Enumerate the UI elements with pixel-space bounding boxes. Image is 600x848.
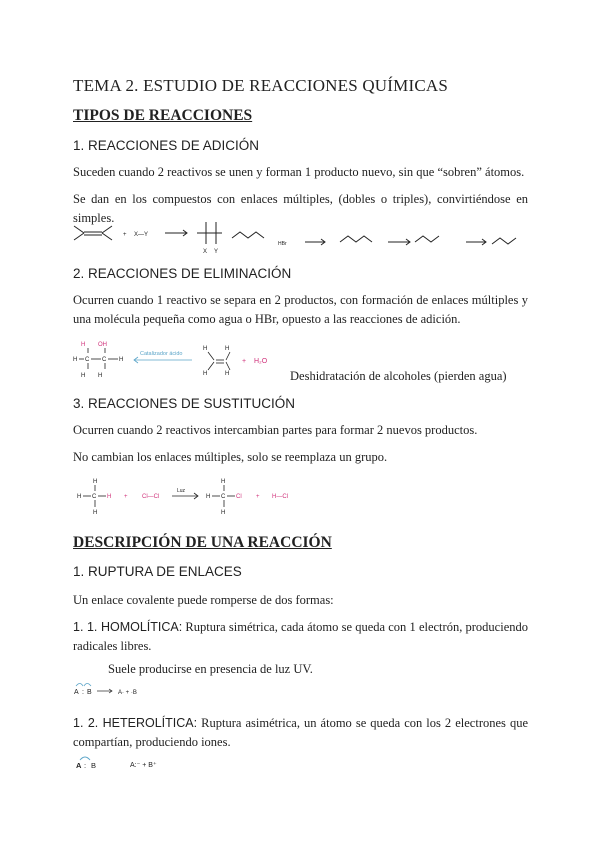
paragraph-sustitucion-1: Ocurren cuando 2 reactivos intercambian partes para formar 2 nuevos productos. xyxy=(73,423,478,437)
svg-text:H: H xyxy=(221,479,226,485)
elimination-caption: Deshidratación de alcoholes (pierden agua) xyxy=(290,369,507,383)
subheading-eliminacion: 2. REACCIONES DE ELIMINACIÓN xyxy=(73,266,292,281)
svg-text:C: C xyxy=(92,494,97,500)
svg-text::: : xyxy=(84,761,87,770)
heterolytic-products: A:⁻ + B⁺ xyxy=(130,762,157,769)
hbr-label: HBr xyxy=(278,241,287,247)
light-label: Luz xyxy=(177,488,186,494)
paragraph-eliminacion: Ocurren cuando 1 reactivo se separa en 2 productos, con formación de enlaces múltiples y una molécula pequeña como agua o HBr, opuesto a las reacciones de adición. xyxy=(73,293,528,326)
svg-text:H: H xyxy=(81,342,86,348)
svg-text::: : xyxy=(82,689,84,696)
homolitica-label: 1. 1. HOMOLÍTICA: xyxy=(73,620,183,634)
section-heading-tipos: TIPOS DE REACCIONES xyxy=(73,107,253,124)
svg-text:H: H xyxy=(107,494,112,500)
reagent-xy: X—Y xyxy=(134,232,149,238)
svg-text:H: H xyxy=(77,494,82,500)
svg-text:Cl—Cl: Cl—Cl xyxy=(142,494,160,500)
plus-sign: + xyxy=(123,232,127,238)
homolytic-equation-figure xyxy=(72,680,162,700)
svg-text:H: H xyxy=(93,479,98,485)
paragraph-heterolitica xyxy=(73,714,528,752)
svg-text:A: A xyxy=(74,689,79,696)
svg-text:H—Cl: H—Cl xyxy=(272,494,288,500)
svg-text:H: H xyxy=(225,371,230,377)
svg-text:H: H xyxy=(203,371,208,377)
svg-text:H: H xyxy=(81,373,86,379)
svg-text:H: H xyxy=(203,346,208,352)
svg-text:H: H xyxy=(225,346,230,352)
addition-reaction-figure xyxy=(70,212,530,257)
svg-text:C: C xyxy=(85,357,90,363)
paragraph-homolitica xyxy=(73,618,528,656)
svg-text:C: C xyxy=(102,357,107,363)
svg-text:B: B xyxy=(91,761,97,770)
svg-text:Cl: Cl xyxy=(236,494,242,500)
elimination-reaction-figure xyxy=(72,338,287,383)
heterolitica-label: 1. 2. HETEROLÍTICA: xyxy=(73,716,198,730)
atom-y: Y xyxy=(214,249,219,255)
section-heading-descripcion: DESCRIPCIÓN DE UNA REACCIÓN xyxy=(73,534,332,551)
substitution-reaction-figure xyxy=(76,476,316,518)
svg-text:A: A xyxy=(76,761,82,770)
svg-text:H: H xyxy=(73,357,78,363)
svg-text:OH: OH xyxy=(98,342,107,348)
svg-text:C: C xyxy=(221,494,226,500)
svg-text:H: H xyxy=(206,494,211,500)
page-title: TEMA 2. ESTUDIO DE REACCIONES QUÍMICAS xyxy=(73,76,448,95)
svg-text:+: + xyxy=(256,494,260,500)
subheading-sustitucion: 3. REACCIONES DE SUSTITUCIÓN xyxy=(73,396,296,411)
svg-text:+: + xyxy=(124,494,128,500)
catalyst-label: Catalizador ácido xyxy=(140,351,183,357)
paragraph-adicion-1: Suceden cuando 2 reactivos se unen y forman 1 producto nuevo, sin que “sobren” átomos. xyxy=(73,165,525,179)
svg-text:H: H xyxy=(93,510,98,516)
paragraph-ruptura-intro: Un enlace covalente puede romperse de dos formas: xyxy=(73,593,334,607)
homolitica-note: Suele producirse en presencia de luz UV. xyxy=(108,662,313,676)
svg-text:H: H xyxy=(221,510,226,516)
svg-text:H: H xyxy=(98,373,103,379)
subheading-ruptura: 1. RUPTURA DE ENLACES xyxy=(73,564,242,579)
svg-text:+: + xyxy=(242,358,247,365)
atom-x: X xyxy=(203,249,208,255)
paragraph-adicion-2: Se dan en los compuestos con enlaces múltiples, (dobles o triples), convirtiéndose en simples. xyxy=(73,192,528,225)
water-label: H₂O xyxy=(254,358,268,365)
homolitica-text: Ruptura simétrica, cada átomo se queda con 1 electrón, produciendo radicales libres. xyxy=(73,620,529,653)
svg-text:H: H xyxy=(119,357,124,363)
paragraph-sustitucion-2: No cambian los enlaces múltiples, solo se reemplaza un grupo. xyxy=(73,450,388,464)
subheading-adicion: 1. REACCIONES DE ADICIÓN xyxy=(73,138,260,153)
svg-text:B: B xyxy=(87,689,92,696)
homolytic-products: A· + ·B xyxy=(118,690,137,696)
heterolitica-text: Ruptura asimétrica, un átomo se queda con los 2 electrones que compartían, produciendo iones. xyxy=(73,716,528,749)
heterolytic-equation-figure xyxy=(74,754,184,774)
